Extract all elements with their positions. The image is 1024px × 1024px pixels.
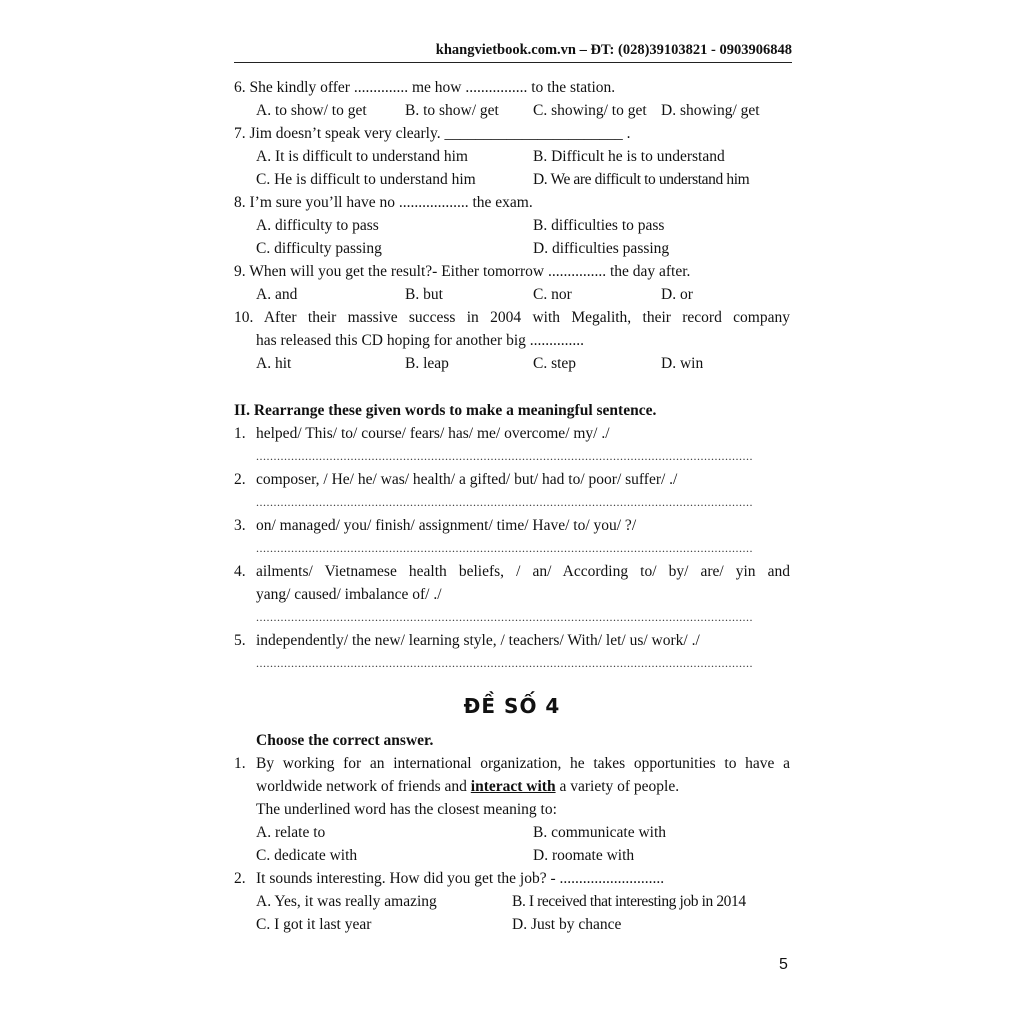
item-words-line1: ailments/ Vietnamese health beliefs, / an/ According to/ by/ are/ yin and — [256, 563, 790, 580]
item-words: on/ managed/ you/ finish/ assignment/ time/ Have/ to/ you/ ?/ — [256, 517, 637, 534]
de4-question-1 — [234, 752, 790, 821]
rearrange-item-1 — [234, 422, 790, 445]
page-header: khangvietbook.com.vn – ĐT: (028)39103821 - 0903906848 — [234, 40, 792, 63]
option-d: D. We are difficult to understand him — [533, 171, 750, 188]
question-text: a variety of people. — [555, 778, 680, 795]
option-c: C. showing/ to get — [533, 102, 647, 119]
rearrange-item-5 — [234, 629, 790, 652]
item-number: 1. — [234, 425, 246, 442]
option-c: C. nor — [533, 286, 572, 303]
item-number: 3. — [234, 517, 246, 534]
question-10-options — [234, 352, 790, 375]
option-a: A. relate to — [256, 824, 326, 841]
item-number: 2. — [234, 471, 246, 488]
page-number: 5 — [779, 956, 788, 973]
question-text: It sounds interesting. How did you get the job? - ........................... — [256, 870, 665, 887]
instruction: Choose the correct answer. — [256, 732, 434, 749]
option-d: D. difficulties passing — [533, 240, 670, 257]
rearrange-item-3 — [234, 514, 790, 537]
option-d: D. showing/ get — [661, 102, 760, 119]
item-words: composer, / He/ he/ was/ health/ a gifted/ but/ had to/ poor/ suffer/ ./ — [256, 471, 678, 488]
item-words: independently/ the new/ learning style, / teachers/ With/ let/ us/ work/ ./ — [256, 632, 700, 649]
option-d: D. Just by chance — [512, 916, 622, 933]
option-d: D. or — [661, 286, 693, 303]
option-b: B. communicate with — [533, 824, 667, 841]
option-b: B. to show/ get — [405, 102, 499, 119]
question-line1: By working for an international organization, he takes opportunities to have a — [256, 755, 790, 772]
question-10-line2: has released this CD hoping for another big .............. — [256, 332, 585, 349]
option-c: C. step — [533, 355, 577, 372]
question-7-options-row2 — [234, 168, 790, 191]
question-6-options — [234, 99, 790, 122]
item-number: 4. — [234, 563, 246, 580]
item-words-line2: yang/ caused/ imbalance of/ ./ — [256, 586, 442, 603]
option-b: B. but — [405, 286, 443, 303]
option-c: C. difficulty passing — [256, 240, 382, 257]
answer-line: .............................................................................................................................................. — [256, 495, 753, 509]
option-c: C. I got it last year — [256, 916, 372, 933]
de4-question-2-options-row2 — [234, 913, 790, 936]
answer-line: .............................................................................................................................................. — [256, 541, 753, 555]
option-a: A. to show/ to get — [256, 102, 367, 119]
de4-question-2-options-row1 — [234, 890, 790, 913]
option-b: B. Difficult he is to understand — [533, 148, 725, 165]
question-8-options-row1 — [234, 214, 790, 237]
option-a: A. and — [256, 286, 298, 303]
test-title: ĐỀ SỐ 4 — [463, 694, 561, 718]
page-content — [234, 76, 790, 936]
rearrange-item-2 — [234, 468, 790, 491]
option-d: D. win — [661, 355, 704, 372]
item-words: helped/ This/ to/ course/ fears/ has/ me/ overcome/ my/ ./ — [256, 425, 610, 442]
option-d: D. roomate with — [533, 847, 635, 864]
item-number: 1. — [234, 755, 246, 772]
de4-question-1-options-row2 — [234, 844, 790, 867]
question-6: 6. She kindly offer .............. me how ................ to the station. — [234, 79, 616, 96]
answer-line: .............................................................................................................................................. — [256, 610, 753, 624]
option-c: C. dedicate with — [256, 847, 358, 864]
question-9-options — [234, 283, 790, 306]
answer-line: .............................................................................................................................................. — [256, 656, 753, 670]
option-c: C. He is difficult to understand him — [256, 171, 476, 188]
section-2-title: II. Rearrange these given words to make a meaningful sentence. — [234, 402, 657, 419]
question-8-options-row2 — [234, 237, 790, 260]
question-7: 7. Jim doesn’t speak very clearly. _______________________ . — [234, 125, 631, 142]
question-prompt: The underlined word has the closest meaning to: — [256, 801, 557, 818]
option-a: A. Yes, it was really amazing — [256, 893, 437, 910]
option-a: A. It is difficult to understand him — [256, 148, 468, 165]
de4-question-1-options-row1 — [234, 821, 790, 844]
option-b: B. leap — [405, 355, 449, 372]
option-b: B. I received that interesting job in 2014 — [512, 893, 746, 910]
question-7-options-row1 — [234, 145, 790, 168]
question-text: worldwide network of friends and — [256, 778, 471, 795]
question-8: 8. I’m sure you’ll have no .................. the exam. — [234, 194, 533, 211]
item-number: 2. — [234, 870, 246, 887]
de4-question-2 — [234, 867, 790, 890]
question-line2 — [256, 775, 790, 798]
underlined-phrase: interact with — [470, 778, 556, 795]
item-number: 5. — [234, 632, 246, 649]
answer-line: .............................................................................................................................................. — [256, 449, 753, 463]
option-b: B. difficulties to pass — [533, 217, 665, 234]
question-10-line1: 10. After their massive success in 2004 with Megalith, their record company — [234, 309, 790, 326]
question-9: 9. When will you get the result?- Either tomorrow ............... the day after. — [234, 263, 691, 280]
rearrange-item-4 — [234, 560, 790, 606]
option-a: A. hit — [256, 355, 292, 372]
option-a: A. difficulty to pass — [256, 217, 379, 234]
